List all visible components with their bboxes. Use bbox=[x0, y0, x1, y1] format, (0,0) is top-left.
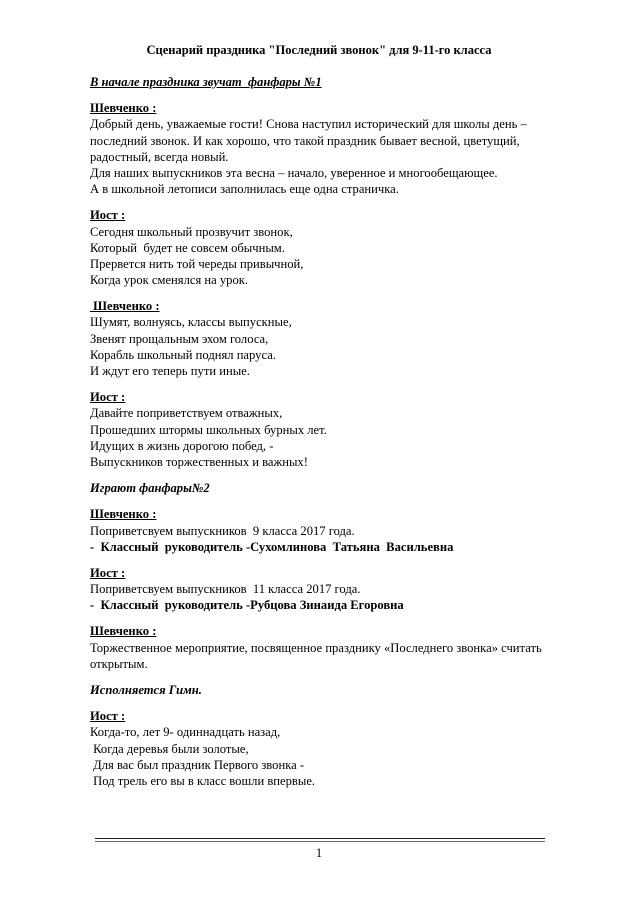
block-text bbox=[90, 405, 560, 470]
body-line: А в школьной летописи заполнилась еще одна страничка. bbox=[90, 182, 399, 197]
block-speaker bbox=[90, 207, 560, 223]
body-line: Прошедших штормы школьных бурных лет. bbox=[90, 422, 327, 437]
body-line: Который будет не совсем обычным. bbox=[90, 240, 285, 255]
paragraph-gap bbox=[90, 470, 560, 480]
block-speaker bbox=[90, 708, 560, 724]
paragraph-gap bbox=[90, 496, 560, 506]
body-line: Шумят, волнуясь, классы выпускные, bbox=[90, 315, 292, 330]
body-line: Прервется нить той череды привычной, bbox=[90, 256, 304, 271]
body-line: Сегодня школьный прозвучит звонок, bbox=[90, 224, 293, 239]
speaker-name: Шевченко : bbox=[90, 624, 157, 639]
paragraph-gap bbox=[90, 379, 560, 389]
document-title: Сценарий праздника "Последний звонок" для 9-11-го класса bbox=[146, 43, 492, 57]
block-text bbox=[90, 224, 560, 289]
block-stage bbox=[90, 682, 560, 698]
block-speaker bbox=[90, 298, 560, 314]
body-line: Под трель его вы в класс вошли впервые. bbox=[90, 773, 316, 788]
block-stage-ul bbox=[90, 74, 560, 90]
speaker-name: Иост : bbox=[90, 709, 126, 724]
body-line: радостный, всегда новый. bbox=[90, 149, 229, 164]
speaker-name: Иост : bbox=[90, 565, 126, 580]
body-line: последний звонок. И как хорошо, что такой праздник бывает весной, цветущий, bbox=[90, 133, 520, 148]
class-teacher-line: - Классный руководитель -Рубцова Зинаида Егоровна bbox=[90, 598, 404, 613]
speaker-name: Иост : bbox=[90, 208, 126, 223]
block-stage bbox=[90, 480, 560, 496]
paragraph-gap bbox=[90, 90, 560, 100]
body-line: Идущих в жизнь дорогою побед, - bbox=[90, 438, 274, 453]
block-text bbox=[90, 640, 560, 672]
block-speaker bbox=[90, 565, 560, 581]
paragraph-gap bbox=[90, 672, 560, 682]
body-line: Выпускников торжественных и важных! bbox=[90, 454, 308, 469]
body-line: Добрый день, уважаемые гости! Снова наступил исторический для школы день – bbox=[90, 117, 527, 132]
page-number: 1 bbox=[315, 846, 323, 860]
class-teacher-line: - Классный руководитель -Сухомлинова Татьяна Васильевна bbox=[90, 539, 454, 554]
stage-direction: Играют фанфары№2 bbox=[90, 481, 210, 496]
body-line: И ждут его теперь пути иные. bbox=[90, 364, 250, 378]
document-body bbox=[90, 74, 560, 789]
speaker-name: Иост : bbox=[90, 390, 126, 405]
body-line: Корабль школьный поднял паруса. bbox=[90, 347, 276, 362]
body-line: Когда урок сменялся на урок. bbox=[90, 273, 249, 288]
block-mixed bbox=[90, 581, 560, 613]
block-text bbox=[90, 116, 560, 197]
paragraph-gap bbox=[90, 288, 560, 298]
block-speaker bbox=[90, 100, 560, 116]
stage-direction: В начале праздника звучат фанфары №1 bbox=[90, 75, 322, 89]
footer-divider bbox=[95, 838, 545, 839]
paragraph-gap bbox=[90, 555, 560, 565]
body-line: Для наших выпускников эта весна – начало, уверенное и многообещающее. bbox=[90, 165, 498, 180]
block-speaker bbox=[90, 389, 560, 405]
body-line: Для вас был праздник Первого звонка - bbox=[90, 757, 305, 772]
stage-direction: Исполняется Гимн. bbox=[90, 683, 202, 697]
speaker-name: Шевченко : bbox=[90, 299, 160, 314]
body-line: Поприветсвуем выпускников 9 класса 2017 года. bbox=[90, 523, 355, 538]
body-line: Когда-то, лет 9- одиннадцать назад, bbox=[90, 725, 281, 740]
speaker-name: Шевченко : bbox=[90, 507, 157, 522]
body-line: Когда деревья были золотые, bbox=[90, 741, 249, 756]
body-line: Звенят прощальным эхом голоса, bbox=[90, 331, 269, 346]
body-line: открытым. bbox=[90, 656, 148, 671]
body-line: Давайте поприветствуем отважных, bbox=[90, 406, 283, 421]
block-text bbox=[90, 314, 560, 379]
speaker-name: Шевченко : bbox=[90, 101, 157, 116]
paragraph-gap bbox=[90, 698, 560, 708]
paragraph-gap bbox=[90, 197, 560, 207]
block-mixed bbox=[90, 523, 560, 555]
body-line: Торжественное мероприятие, посвященное празднику «Последнего звонка» считать bbox=[90, 640, 542, 655]
paragraph-gap bbox=[90, 613, 560, 623]
block-speaker bbox=[90, 623, 560, 639]
block-speaker bbox=[90, 506, 560, 522]
block-text bbox=[90, 724, 560, 789]
body-line: Поприветсвуем выпускников 11 класса 2017 года. bbox=[90, 582, 361, 597]
